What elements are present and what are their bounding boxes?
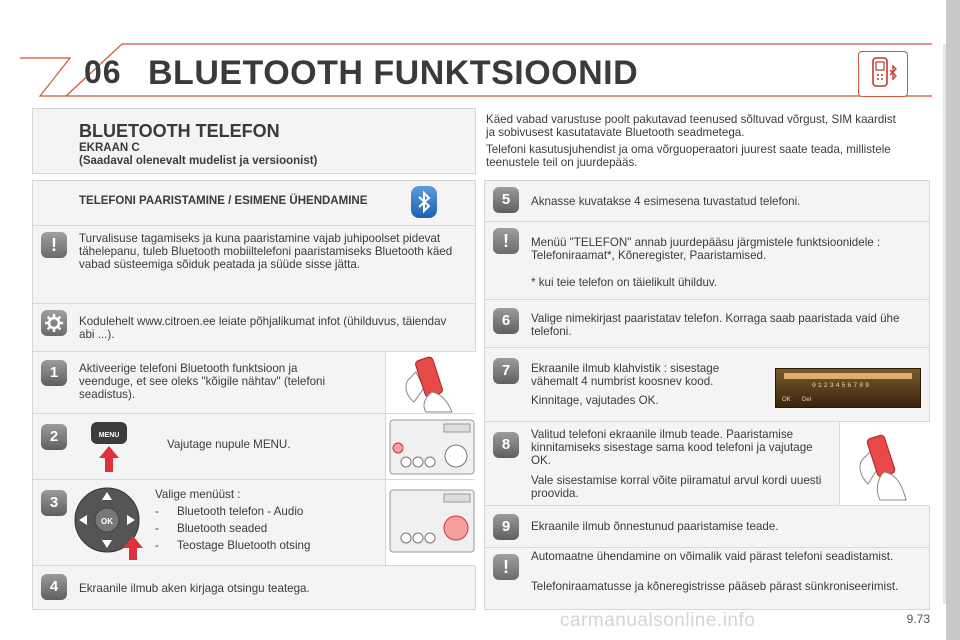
step-2-badge: 2 bbox=[41, 424, 67, 450]
phone-menu-warning-footnote: * kui teie telefon on täielikult ühilduv. bbox=[531, 276, 718, 289]
step-9-badge: 9 bbox=[493, 514, 519, 540]
step-7-row bbox=[485, 347, 929, 421]
step-8-text: Valitud telefoni ekraanile ilmub teade. Paaristamise kinnitamiseks sisestage sama kood telefoni ja vajutage OK. bbox=[531, 428, 813, 467]
operator-info-paragraph: Telefoni kasutusjuhendist ja oma võrguoperaatori juurest saate teada, millistele teenustele teil on juurdepääs. bbox=[486, 143, 891, 169]
step-4-row bbox=[33, 565, 475, 611]
phone-in-hand-image bbox=[385, 352, 476, 414]
pin-del-key: Del bbox=[802, 397, 812, 403]
page-edge-strip bbox=[946, 0, 960, 640]
pin-keypad-digits: 0123456789 bbox=[812, 382, 872, 389]
section-title-row bbox=[33, 181, 475, 225]
pin-ok-key: OK bbox=[782, 397, 791, 403]
chapter-header bbox=[0, 0, 946, 100]
step-3-option-2: - Bluetooth seaded bbox=[155, 522, 268, 535]
tip-gear-icon bbox=[41, 310, 67, 336]
step-3-intro: Valige menüüst : bbox=[155, 488, 241, 501]
warning-icon: ! bbox=[493, 228, 519, 254]
left-steps-panel bbox=[32, 180, 476, 610]
step-3-badge: 3 bbox=[41, 490, 67, 516]
step-3-option-1: - Bluetooth telefon - Audio bbox=[155, 505, 304, 518]
pin-entry-field bbox=[784, 373, 912, 379]
step-2-text: Vajutage nupule MENU. bbox=[167, 438, 291, 451]
step-6-badge: 6 bbox=[493, 308, 519, 334]
step-3-option-3: - Teostage Bluetooth otsing bbox=[155, 539, 311, 552]
step-5-row bbox=[485, 181, 929, 221]
warning-icon: ! bbox=[493, 554, 519, 580]
safety-warning-text: Turvalisuse tagamiseks ja kuna paaristamine vajab juhipoolset pidevat tähelepanu, tuleb Bluetooth mobiiltelefoni paaristamiseks Bluetooth käed vabad süsteemiga sõiduk peatada ja süüde sisse jätta. bbox=[79, 232, 453, 271]
watermark: carmanualsonline.info bbox=[560, 610, 756, 631]
chapter-number: 06 bbox=[84, 54, 122, 90]
intro-availability-note: (Saadaval olenevalt mudelist ja versioonist) bbox=[79, 155, 318, 167]
services-info-paragraph: Käed vabad varustuse poolt pakutavad teenused sõltuvad võrgust, SIM kaardist ja sobivusest kasutatavate Bluetooth seadmetega. bbox=[486, 113, 896, 139]
phone-menu-warning-text: Menüü "TELEFON" annab juurdepääsu järgmistele funktsioonidele : Telefoniraamat*, Kõneregister, Paaristamised. bbox=[531, 236, 881, 262]
phone-in-hand-image bbox=[839, 422, 930, 506]
menu-key-icon bbox=[87, 418, 133, 474]
step-7-text: Ekraanile ilmub klahvistik : sisestage vähemalt 4 numbrist koosnev kood. bbox=[531, 362, 720, 388]
step-9-text: Ekraanile ilmub õnnestunud paaristamise teade. bbox=[531, 520, 779, 533]
page-edge-stripe bbox=[943, 44, 946, 604]
section-title: TELEFONI PAARISTAMINE / ESIMENE ÜHENDAMINE bbox=[79, 195, 368, 207]
phone-menu-warning-row bbox=[485, 221, 929, 299]
menu-key-label: MENU bbox=[98, 432, 120, 439]
auto-connect-warning-row bbox=[485, 547, 929, 611]
intro-subtitle: EKRAAN C bbox=[79, 142, 140, 154]
auto-connect-text: Automaatne ühendamine on võimalik vaid pärast telefoni seadistamist. bbox=[531, 550, 894, 563]
step-4-badge: 4 bbox=[41, 574, 67, 600]
warning-icon: ! bbox=[41, 232, 67, 258]
ok-key-label: OK bbox=[101, 517, 113, 526]
step-9-row bbox=[485, 505, 929, 547]
step-1-badge: 1 bbox=[41, 360, 67, 386]
radio-panel-image bbox=[385, 414, 476, 480]
right-steps-panel bbox=[484, 180, 930, 610]
step-1-row bbox=[33, 351, 475, 413]
pin-keypad-screen-image bbox=[775, 368, 921, 408]
step-1-text: Aktiveerige telefoni Bluetooth funktsioon ja veenduge, et see oleks "kõigile nähtav" (telefoni seadistus). bbox=[79, 362, 326, 401]
ok-navigation-pad-icon bbox=[71, 482, 151, 562]
step-7-badge: 7 bbox=[493, 358, 519, 384]
step-5-text: Aknasse kuvatakse 4 esimesena tuvastatud telefoni. bbox=[531, 195, 801, 208]
step-8-badge: 8 bbox=[493, 432, 519, 458]
step-8-retry-text: Vale sisestamise korral võite piiramatul arvul kordi uuesti proovida. bbox=[531, 474, 822, 500]
chapter-title: BLUETOOTH FUNKTSIOONID bbox=[148, 54, 639, 92]
sync-access-text: Telefoniraamatusse ja kõneregistrisse pääseb pärast sünkroniseerimist. bbox=[531, 580, 899, 593]
intro-panel bbox=[32, 108, 476, 174]
step-2-row bbox=[33, 413, 475, 479]
step-7-confirm-text: Kinnitage, vajutades OK. bbox=[531, 394, 659, 407]
bluetooth-icon bbox=[411, 186, 437, 218]
step-4-text: Ekraanile ilmub aken kirjaga otsingu teatega. bbox=[79, 582, 310, 595]
website-tip-text: Kodulehelt www.citroen.ee leiate põhjalikumat infot (ühilduvus, täiendav abi ...). bbox=[79, 315, 447, 341]
step-6-row bbox=[485, 299, 929, 347]
radio-panel-image bbox=[385, 480, 476, 566]
intro-title: BLUETOOTH TELEFON bbox=[79, 121, 280, 141]
step-6-text: Valige nimekirjast paaristatav telefon. Korraga saab paaristada vaid ühe telefoni. bbox=[531, 312, 900, 338]
safety-warning-row bbox=[33, 225, 475, 303]
page-number: 9.73 bbox=[906, 612, 930, 626]
step-8-row bbox=[485, 421, 929, 505]
step-5-badge: 5 bbox=[493, 187, 519, 213]
step-3-row bbox=[33, 479, 475, 565]
phone-bluetooth-icon bbox=[858, 51, 908, 97]
website-tip-row bbox=[33, 303, 475, 351]
